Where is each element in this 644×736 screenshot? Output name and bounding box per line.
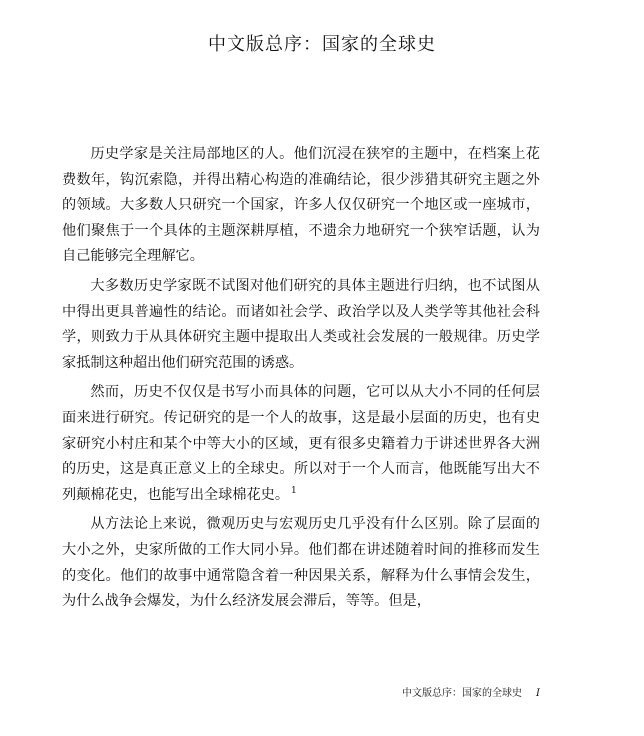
body-text	[62, 142, 540, 619]
paragraph-4	[62, 512, 540, 614]
paragraph-text: 从方法论上来说，微观历史与宏观历史几乎没有什么区别。除了层面的大小之外，史家所做的工作大同小异。他们都在讲述随着时间的推移而发生的变化。他们的故事中通常隐含着一种因果关系，解释为什么事情会发生，为什么战争会爆发，为什么经济发展会滞后，等等。但是，	[62, 516, 540, 610]
paragraph-text: 历史学家是关注局部地区的人。他们沉浸在狭窄的主题中，在档案上花费数年，钩沉索隐，并得出精心构造的准确结论，很少涉猎其研究主题之外的领域。大多数人只研究一个国家，许多人仅仅研究一个地区或一座城市，他们聚焦于一个具体的主题深耕厚植，不遗余力地研究一个狭窄话题，认为自己能够完全理解它。	[62, 146, 540, 265]
footnote-marker[interactable]: 1	[291, 485, 297, 496]
page-number: I	[536, 688, 540, 699]
paragraph-text: 然而，历史不仅仅是书写小而具体的问题，它可以从大小不同的任何层面来进行研究。传记研究的是一个人的故事，这是最小层面的历史，也有史家研究小村庄和某个中等大小的区域，更有很多史籍着力于讲述世界各大洲的历史，这是真正意义上的全球史。所以对于一个人而言，他既能写出大不列颠棉花史，也能写出全球棉花史。	[62, 384, 540, 503]
paragraph-text: 大多数历史学家既不试图对他们研究的具体主题进行归纳，也不试图从中得出更具普遍性的结论。而诸如社会学、政治学以及人类学等其他社会科学，则致力于从具体研究主题中提取出人类或社会发展的一般规律。历史学家抵制这种超出他们研究范围的诱惑。	[62, 277, 540, 371]
page-footer	[402, 684, 540, 699]
paragraph-3	[62, 380, 540, 508]
running-head: 中文版总序：国家的全球史	[402, 688, 523, 699]
page-title: 中文版总序：国家的全球史	[208, 34, 436, 55]
paragraph-1	[62, 142, 540, 270]
paragraph-2	[62, 274, 540, 376]
